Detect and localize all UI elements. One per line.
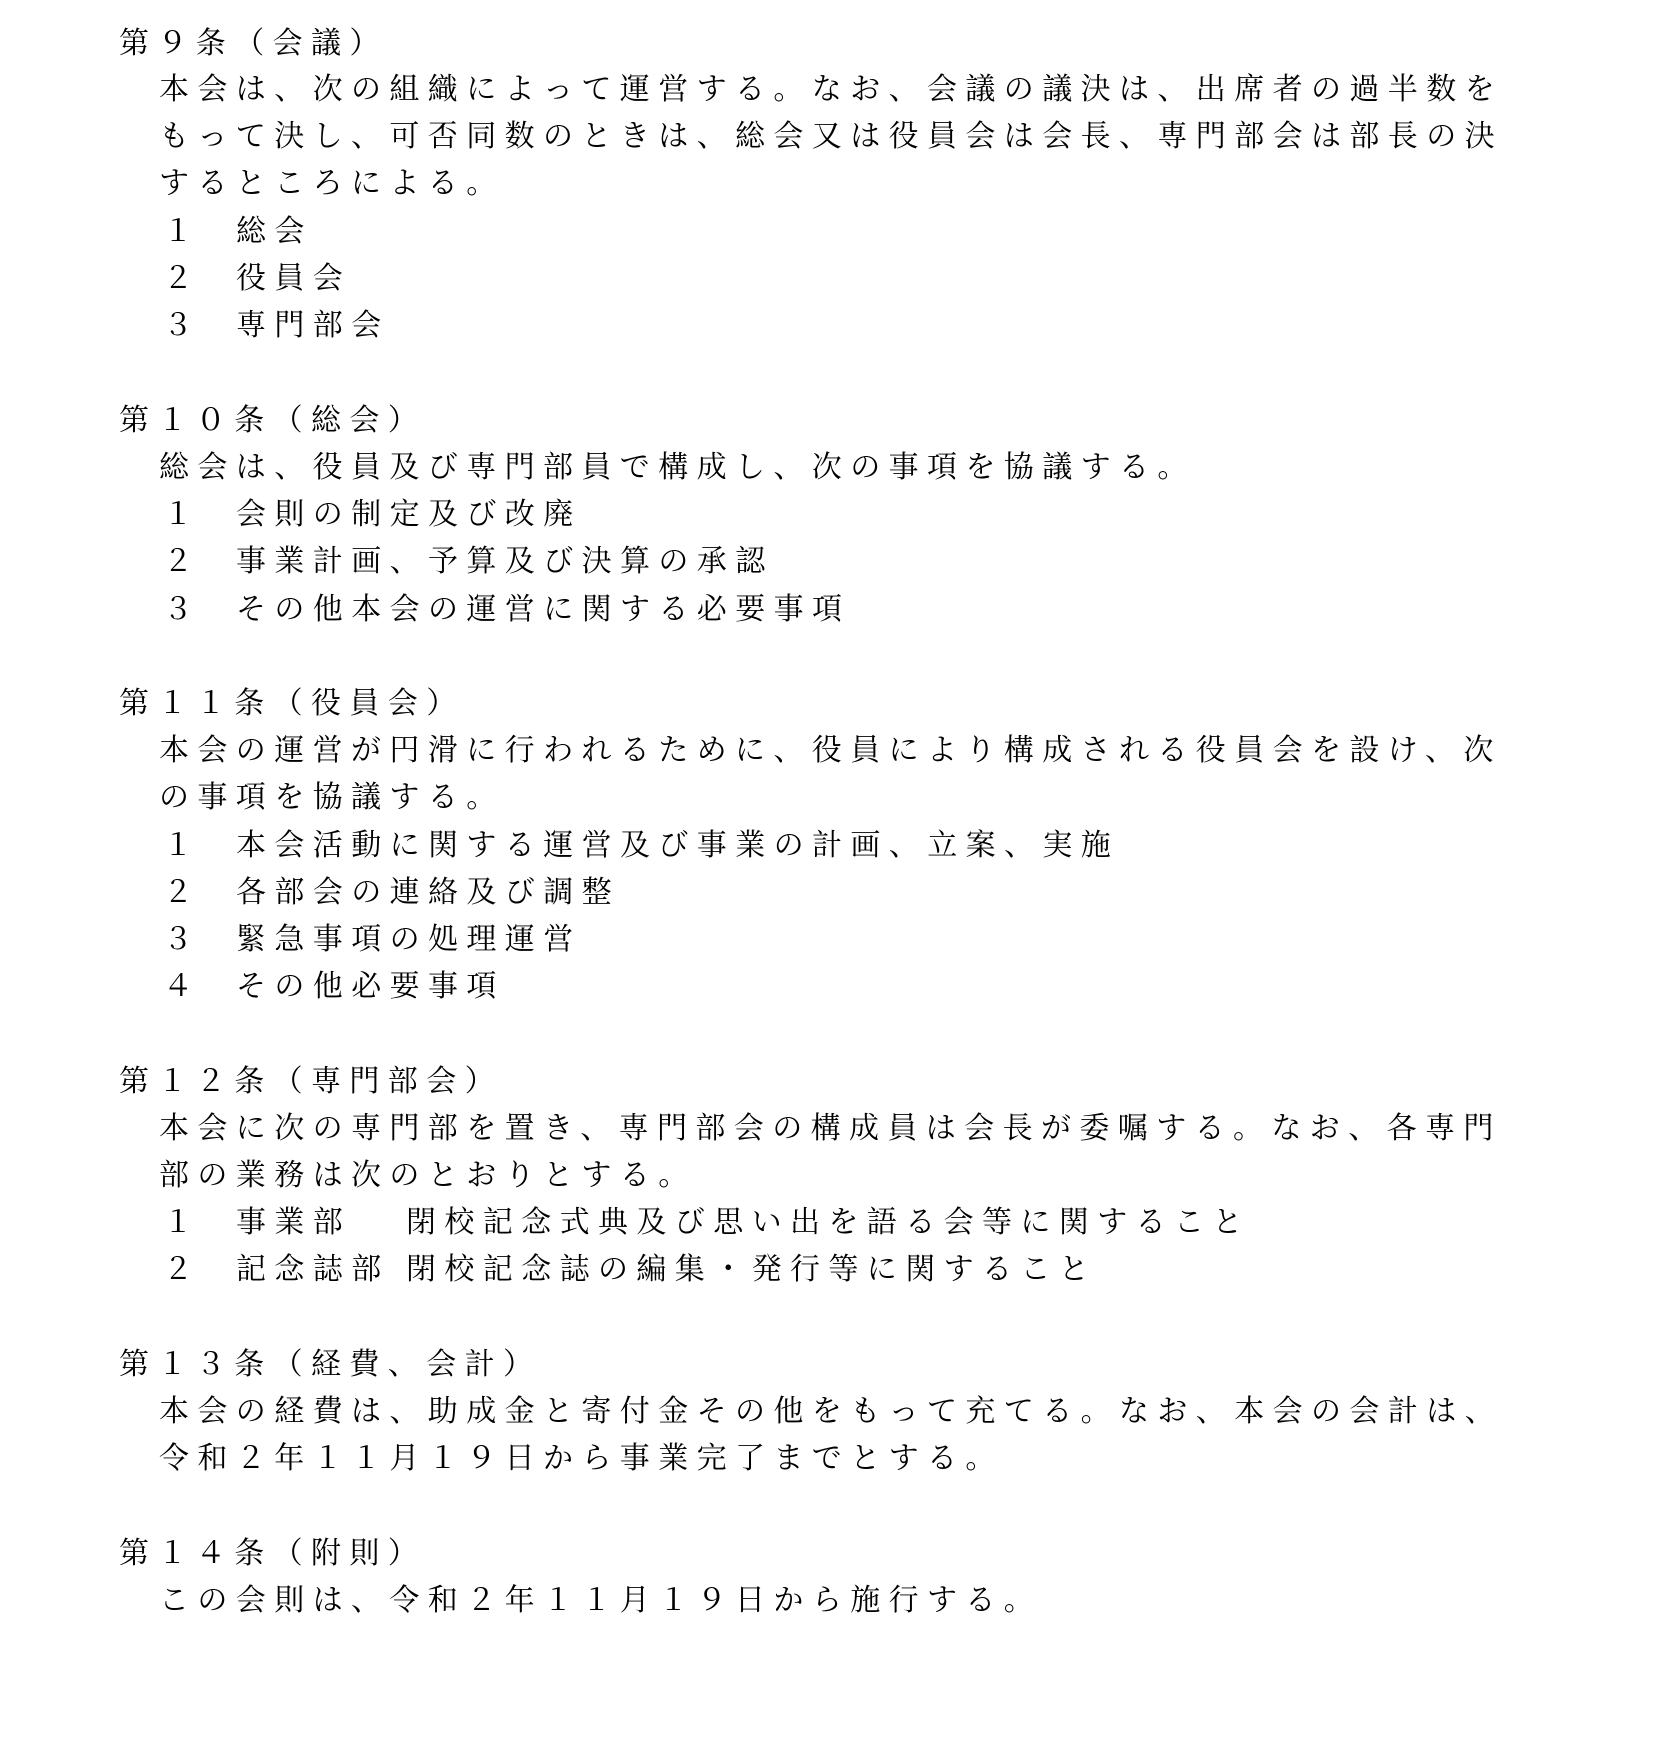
article-12-body-line-1: 本会に次の専門部を置き、専門部会の構成員は会長が委嘱する。なお、各専門 (159, 1111, 1502, 1146)
article-9-body-line-3: するところによる。 (159, 166, 505, 201)
article-11-body-line-1: 本会の運営が円滑に行われるために、役員により構成される役員会を設け、次 (159, 733, 1502, 768)
article-13-heading: 第１３条（経費、会計） (119, 1347, 542, 1382)
article-12-item-2-department: 記念誌部 (236, 1252, 390, 1287)
article-11-item-3-number: ３ (163, 922, 202, 957)
article-12-body-line-2: 部の業務は次のとおりとする。 (159, 1158, 697, 1193)
article-11-item-2-text: 各部会の連絡及び調整 (236, 875, 620, 910)
article-10-body-line-1: 総会は、役員及び専門部員で構成し、次の事項を協議する。 (159, 450, 1196, 485)
article-9-heading: 第９条（会議） (119, 26, 388, 61)
article-13-body-line-1: 本会の経費は、助成金と寄付金その他をもって充てる。なお、本会の会計は、 (159, 1394, 1503, 1429)
article-9-item-2-number: ２ (163, 261, 202, 296)
article-12-item-1-number: １ (163, 1205, 202, 1240)
article-9-body-line-2: もって決し、可否同数のときは、総会又は役員会は会長、専門部会は部長の決 (159, 119, 1503, 154)
article-12-item-2-duties: 閉校記念誌の編集・発行等に関すること (406, 1252, 1098, 1287)
article-9-item-3-text: 専門部会 (236, 308, 390, 343)
article-10-item-3-text: その他本会の運営に関する必要事項 (236, 592, 851, 627)
article-10-item-1-text: 会則の制定及び改廃 (236, 497, 582, 532)
article-11-item-2-number: ２ (163, 875, 202, 910)
article-11-item-4-text: その他必要事項 (236, 969, 505, 1004)
article-9-item-1-text: 総会 (236, 214, 313, 249)
article-10-item-2-number: ２ (163, 544, 202, 579)
article-12-heading: 第１２条（専門部会） (119, 1064, 503, 1099)
article-11-heading: 第１１条（役員会） (119, 686, 465, 721)
article-11-item-3-text: 緊急事項の処理運営 (236, 922, 582, 957)
article-12-item-1-duties: 閉校記念式典及び思い出を語る会等に関すること (406, 1205, 1251, 1240)
article-10-heading: 第１０条（総会） (119, 403, 427, 438)
article-11-item-1-text: 本会活動に関する運営及び事業の計画、立案、実施 (236, 828, 1120, 863)
article-9-item-1-number: １ (163, 214, 202, 249)
article-9-item-2-text: 役員会 (236, 261, 352, 296)
article-12-item-2-number: ２ (163, 1252, 202, 1287)
article-9-body-line-1: 本会は、次の組織によって運営する。なお、会議の議決は、出席者の過半数を (159, 72, 1503, 107)
article-10-item-1-number: １ (163, 497, 202, 532)
article-10-item-2-text: 事業計画、予算及び決算の承認 (236, 544, 774, 579)
article-13-body-line-2: 令和２年１１月１９日から事業完了までとする。 (159, 1441, 1004, 1476)
article-12-item-1-department: 事業部 (236, 1205, 352, 1240)
article-10-item-3-number: ３ (163, 592, 202, 627)
article-14-heading: 第１４条（附則） (119, 1536, 427, 1571)
article-11-item-1-number: １ (163, 828, 202, 863)
article-11-item-4-number: ４ (163, 969, 202, 1004)
article-14-body-line-1: この会則は、令和２年１１月１９日から施行する。 (159, 1583, 1043, 1618)
article-11-body-line-2: の事項を協議する。 (159, 780, 505, 815)
article-9-item-3-number: ３ (163, 308, 202, 343)
